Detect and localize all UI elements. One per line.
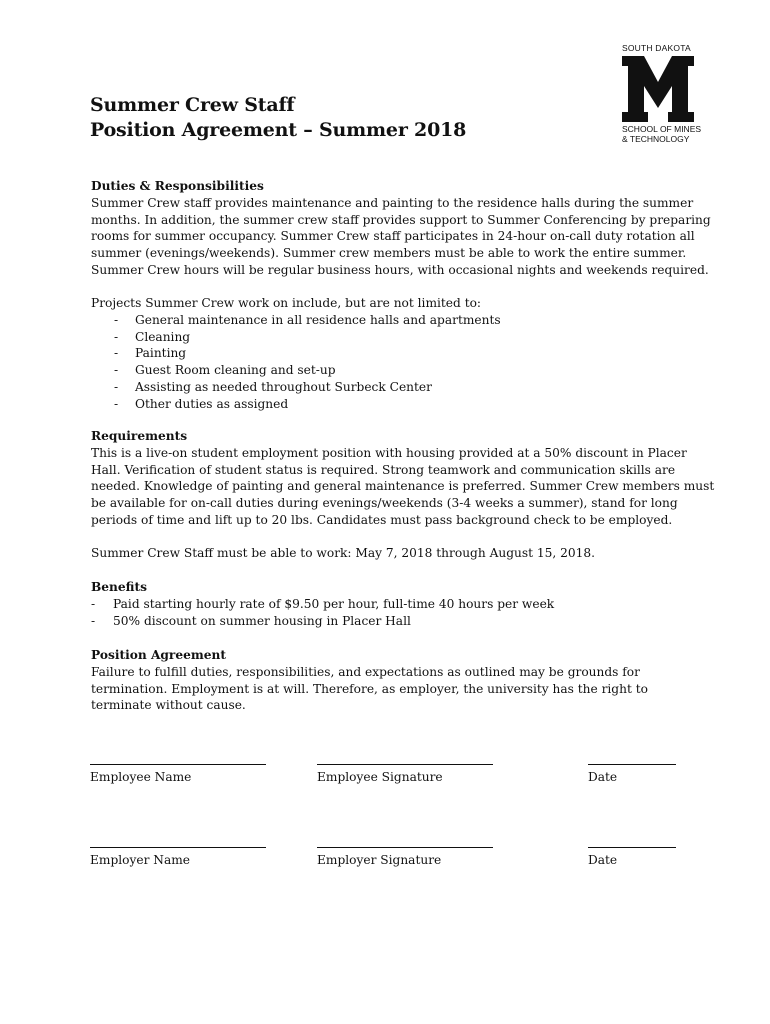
- logo-school-line-1: SCHOOL OF MINES: [622, 124, 702, 134]
- requirements-line: This is a live-on student employment position with housing provided at a 50% discount in Placer: [91, 445, 687, 460]
- benefits-list: [91, 596, 691, 630]
- employee-signature-field[interactable]: [317, 764, 493, 785]
- list-item: - Assisting as needed throughout Surbeck Center: [114, 379, 432, 394]
- benefits-section: [91, 579, 691, 629]
- duties-heading: Duties & Responsibilities: [91, 179, 264, 193]
- projects-intro: Projects Summer Crew work on include, but are not limited to:: [91, 296, 482, 310]
- logo-m-icon: [622, 56, 694, 122]
- requirements-line: be available for on-call duties during evenings/weekends (3-4 weeks a summer), stand for long: [91, 496, 678, 511]
- employee-signature-label: Employee Signature: [317, 770, 443, 784]
- document-title: [90, 93, 466, 143]
- agreement-line: Failure to fulfill duties, responsibilities, and expectations as outlined may be grounds for: [91, 664, 640, 679]
- list-item: - Other duties as assigned: [114, 396, 289, 411]
- projects-list: [91, 312, 691, 413]
- requirements-line: Hall. Verification of student status is required. Strong teamwork and communication skills are: [91, 462, 676, 477]
- employer-signature-label: Employer Signature: [317, 853, 442, 867]
- duties-line: summer (evenings/weekends). Summer crew members must be able to work the entire summer.: [91, 246, 687, 261]
- duties-line: Summer Crew hours will be regular business hours, with occasional nights and weekends required.: [91, 262, 709, 277]
- title-line-1: Summer Crew Staff: [90, 94, 295, 116]
- employer-date-field[interactable]: [588, 847, 676, 868]
- employee-name-label: Employee Name: [90, 770, 192, 784]
- projects-section: [91, 295, 691, 413]
- agreement-heading: Position Agreement: [91, 648, 226, 662]
- employer-signature-field[interactable]: [317, 847, 493, 868]
- list-item: - Painting: [114, 346, 187, 361]
- employer-name-label: Employer Name: [90, 853, 190, 867]
- duties-line: Summer Crew staff provides maintenance and painting to the residence halls during the summer: [91, 195, 694, 210]
- employee-date-label: Date: [588, 770, 618, 784]
- logo-state-text: SOUTH DAKOTA: [622, 43, 691, 53]
- list-item: - General maintenance in all residence halls and apartments: [114, 312, 501, 327]
- work-dates: Summer Crew Staff must be able to work: May 7, 2018 through August 15, 2018.: [91, 546, 596, 560]
- agreement-line: termination. Employment is at will. Therefore, as employer, the university has the right to: [91, 681, 648, 696]
- employer-date-label: Date: [588, 853, 618, 867]
- requirements-line: periods of time and lift up to 20 lbs. Candidates must pass background check to be employed.: [91, 512, 673, 527]
- employee-date-field[interactable]: [588, 764, 676, 785]
- requirements-heading: Requirements: [91, 429, 188, 443]
- list-item: - 50% discount on summer housing in Placer Hall: [91, 613, 411, 628]
- list-item: - Guest Room cleaning and set-up: [114, 363, 336, 378]
- agreement-line: terminate without cause.: [91, 698, 246, 713]
- employer-name-field[interactable]: [90, 847, 266, 868]
- duties-line: months. In addition, the summer crew staff provides support to Summer Conferencing by preparing: [91, 212, 711, 227]
- list-item: - Cleaning: [114, 329, 191, 344]
- agreement-section: [91, 647, 691, 714]
- title-line-2: Position Agreement – Summer 2018: [90, 119, 467, 141]
- duties-line: rooms for summer occupancy. Summer Crew staff participates in 24-hour on-call duty rotation all: [91, 229, 695, 244]
- logo-school-line-2: & TECHNOLOGY: [622, 134, 690, 144]
- requirements-section: [91, 428, 715, 529]
- employee-name-field[interactable]: [90, 764, 266, 785]
- benefits-heading: Benefits: [91, 580, 148, 594]
- school-logo: [622, 43, 702, 144]
- requirements-line: needed. Knowledge of painting and general maintenance is preferred. Summer Crew members must: [91, 479, 715, 494]
- list-item: - Paid starting hourly rate of $9.50 per hour, full-time 40 hours per week: [91, 596, 555, 611]
- duties-section: [91, 178, 711, 279]
